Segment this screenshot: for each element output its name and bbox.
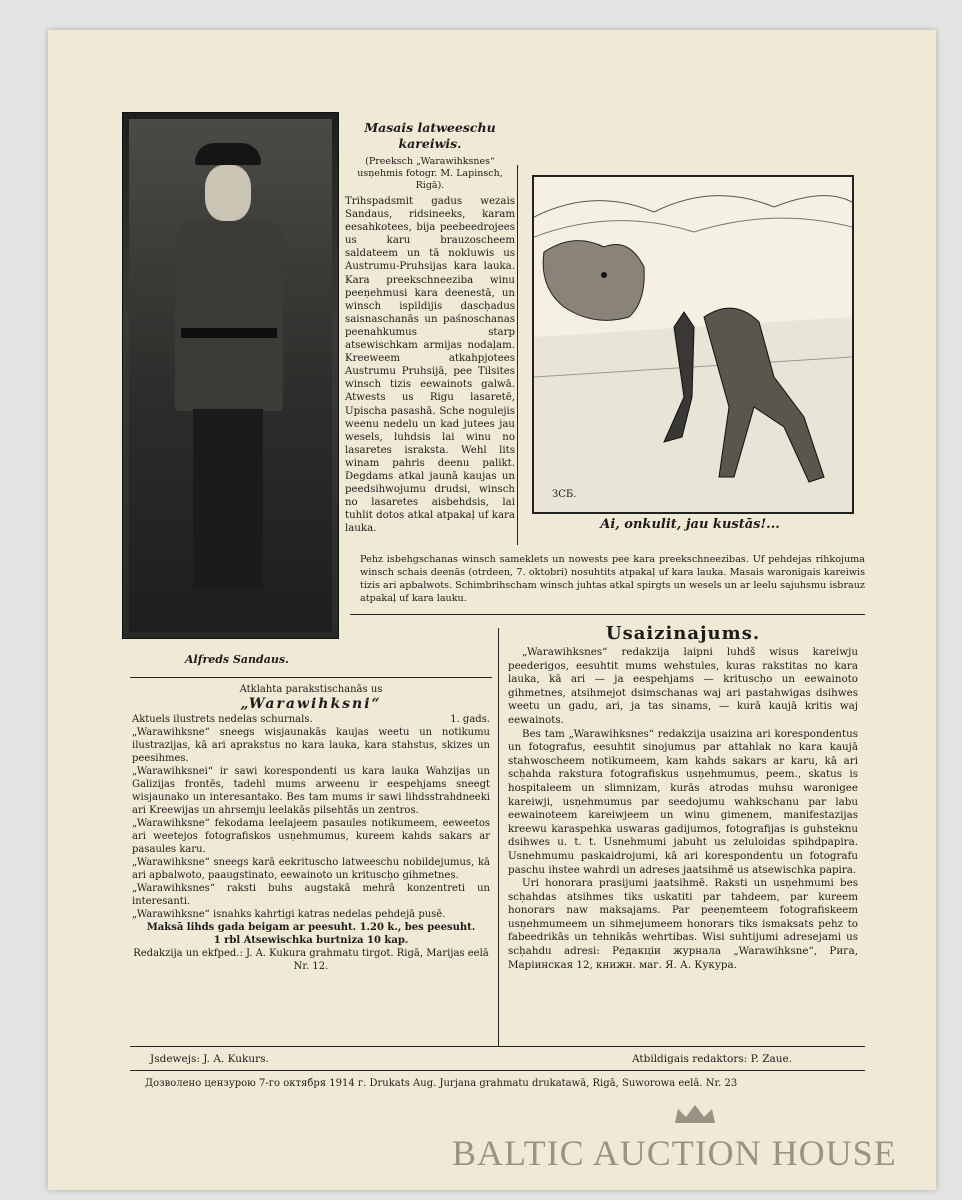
auction-watermark: BALTIC AUCTION HOUSE [452,1133,897,1173]
notice-paragraph: Bes tam „Warawihksnes“ redakzija usaizina ari korespondentus un fotografus, eesuhtit sinojumus par attahlak no kara kaujā stahwoscheem notikumeem, kam kahds sakars ar karu, kā ari sch̦ahda rakstura fotografiskus usņehmumus, peem., skatus is hospitaleem un slimnizam, kurās atrodas muhsu waronigee kareiwji, usņehmumus par seedojumu wahkschanu par labu eewainoteem kareiwjeem un winu gimenem, manifestazijas kreewu karaspehka uswaras gadijumos, fotografijas is guhsteknu dsihwes u. t. t. Usnehmumi jabuht us zeluloidas spihdpapira. Usnehmumu paskaidrojumi, kā ari korespondentu un fotografu paschu ihstee wahrdi un adreses jaatsihmē us atsewischka papira. [508,727,858,876]
ad-address: Redakzija un ekfped.: J. A. Kukura grahmatu tirgot. Rigā, Marijas eelā Nr. 12. [133,948,489,972]
ad-lead [132,713,490,726]
svg-text:ЗСБ.: ЗСБ. [552,489,577,500]
footer-rule [130,1070,865,1071]
ad-paragraph: „Warawihksne“ isnahks kahrtigi katras nedelas pehdejā pusē. [132,909,446,920]
ad-head: Atklahta parakstischanās us [239,684,383,695]
ad-paragraph: „Warawihksne“ sneegs wisjaunakās kaujas weetu un notikumu ilustrazijas, kā ari aprakstus no kara lauka, kara stahstus, skizes un peesihmes. [132,727,490,764]
cartoon-drawing [534,177,852,512]
column-divider [498,628,499,1046]
ad-paragraph: „Warawihksne“ sneegs karā eekrituscho latweeschu nobildejumus, kā ari apbalwoto, paaugstinato, eewainoto un kritusch̦o gihmetnes. [132,857,490,881]
ad-price-single: 1 rbl Atsewischka burtniza 10 kap. [213,935,409,946]
cartoon-caption: Ai, onkulit, jau kustās!... [600,517,780,532]
ad-paragraph: „Warawihksnei“ ir sawi korespondenti us kara lauka Wahzijas un Galizijas frontēs, tadehl mums arweenu ir eespehjams sneegt wisjaunako un interesantako. Bes tam mums ir sawi lihdsstrahdneeki ari Kreewijas un ahrsemju leelakās pilsehtās un zentros. [132,766,490,816]
story-title: Masais latweeschu kareiwis. [364,120,496,151]
ad-paragraph: „Warawihksnes“ raksti buhs augstakā mehrā konzentreti un interesanti. [132,883,490,907]
call-notice [508,622,858,972]
ad-paragraph: „Warawihksne“ fekodama leelajeem pasaules notikumeem, eeweetos ari weetejos fotografiskos usņehmumus, kureem kahds sakars ar pasaules karu. [132,818,490,855]
story-body: Trihspadsmit gadus wezais Sandaus, ridsineeks, karam eesahkotees, bija peebeedrojees us karu brauzoscheem saldateem un tā nokluwis us Austrumu-Pruhsijas kara lauka. Kara preekschneeziba winu peeņehmusi kara deenestā, un winsch ispildijis dasch̦adus saisnaschanās un paśnoschanas peenahkumus starp atsewischkam armijas nodaļam. Kreeweem atkahpjotees Austrumu Pruhsijā, pee Tilsites winsch tizis eewainots galwā. Atwests us Rigu lasaretē, Upischa pasashā. Sche nogulejis weenu nedelu un kad jutees jau wesels, luhdsis lai winu no lasaretes israkstа. Wehl lits winam pahris deenu palikt. Degdams atkal jaunā kaujas un peedsihwojumu drudsi, winsch no lasaretes aisbehdsis, lai tuhlit dotos atkal atpakaļ uf kara lauka. [345,196,515,535]
subscription-ad [132,683,490,973]
column-divider [517,165,518,545]
notice-paragraph: Uri honorara prasijumi jaatsihmē. Raksti un usņehmumi bes sch̦ahdas atsihmes tiks uskatiti par tahdeem, par kureem honorars naw maksajams. Par peeņemteem fotografiskeem usņehmumeem un sihmejumeem honorars tiks ismaksats pehz to fabeedrikās un tehnikās wehrtibas. Wisi suhtijumi adresejami us sch̦ahdu adresi: Редакцiи журнала „Warawihksne“, Рига, Маріинская 12, книжн. маг. Я. А. Кукура. [508,877,858,971]
publisher-line: Jsdewejs: J. A. Kukurs. [150,1053,269,1065]
story-continuation: Pehz isbehgschanas winsch sameklets un nowests pee kara preekschneezibas. Uf pehdejas rihkojuma winsch schais deenās (otrdeen, 7. oktobri) nosuhtits atpakaļ uf kara lauka. Masais waronigais kareiwis tizis ari apbalwots. Schimbrihscham winsch juhtas atkal spirgts un wesels un ar leelu sajuhsmu isbrauz atpakaļ uf kara lauku. [360,554,865,604]
notice-title: Usaizinajums. [605,623,761,644]
cartoon-illustration [520,165,860,540]
censor-line: Дозволено цензурою 7-го октября 1914 г. Drukats Aug. Jurjana grahmatu drukatawā, Rigā, Suworowa eelā. Nr. 23 [145,1078,738,1089]
crown-icon [672,1103,718,1125]
footer-rule [130,1046,865,1047]
story-column [345,120,515,535]
ad-magazine-name: „Warawihksni“ [240,696,382,712]
story-credit: (Preeksch „Warawihksnes“ usņehmis fotogr. M. Lapinsch, Rigā). [357,156,503,191]
editor-line: Atbildigais redaktors: P. Zaue. [632,1053,793,1065]
ad-lead-left: Aktuels ilustrets nedelas schurnals. [132,714,313,725]
soldier-photo [122,112,339,639]
ad-rule [130,677,492,678]
ad-lead-right: 1. gads. [450,714,490,725]
ad-price: Maksā lihds gada beigam ar peesuht. 1.20 k., bes peesuht. [146,922,476,933]
photo-caption: Alfreds Sandaus. [185,653,289,666]
section-rule [350,614,865,615]
notice-paragraph: „Warawihksnes“ redakzija laipni luhdš wisus kareiwju peederigos, eesuhtit mums wehstules, kuras rakstitas no kara lauka, kā ari — ja eespehjams — kritusch̦o un eewainoto gihmetnes, atsihmejot dsimschanas waj ari pastahwigas dsihwes weetu un gadu, ari, ja tas sinams, — kurā kaujā kritis waj eewainots. [508,646,858,726]
